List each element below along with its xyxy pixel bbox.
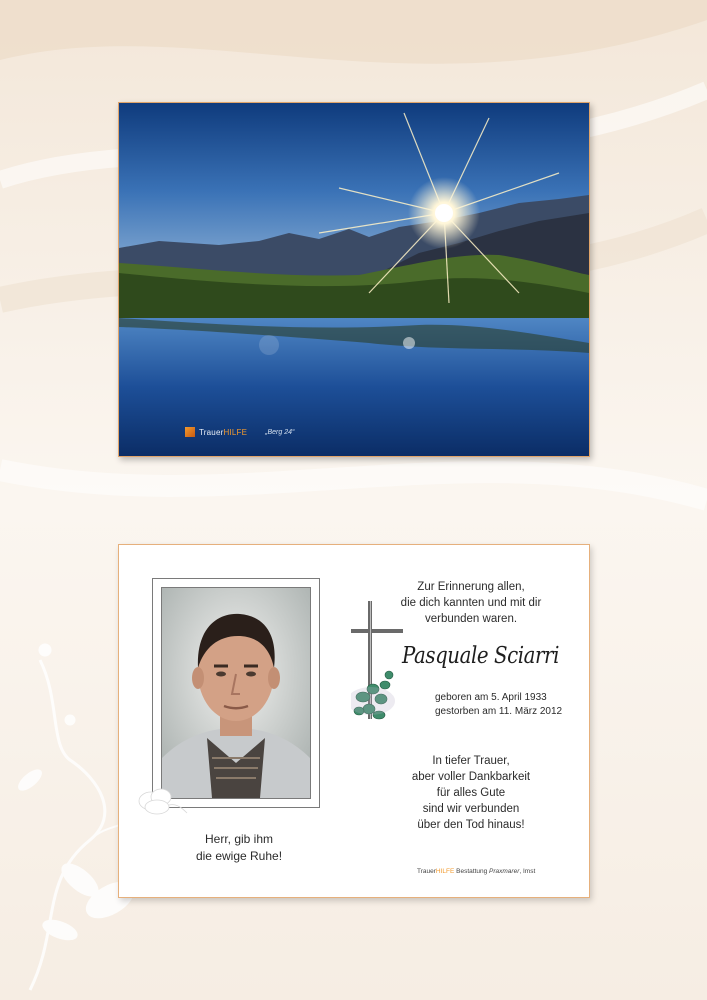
dedication-line: verbunden waren. [424, 613, 518, 625]
brand-name: TrauerHILFE [199, 427, 248, 437]
condolence-line: sind wir verbunden [422, 803, 520, 815]
prayer-line: Herr, gib ihm [204, 832, 274, 846]
trauerhilfe-brand-mark [185, 427, 294, 437]
condolence-line: aber voller Dankbarkeit [411, 771, 531, 783]
trauerhilfe-logo-icon [185, 427, 195, 437]
birth-date: geboren am 5. April 1933 [435, 692, 547, 703]
rose-decoration-icon [129, 783, 189, 823]
footer-credit: TrauerHILFE Bestattung Praxmarer, Imst [417, 868, 536, 875]
prayer-text [159, 831, 319, 865]
memorial-card [118, 544, 590, 898]
dedication-line: die dich kannten und mit dir [400, 597, 542, 609]
condolence-line: über den Tod hinaus! [417, 819, 525, 831]
deceased-name: Pasquale Sciarri [402, 643, 559, 669]
prayer-line: die ewige Ruhe! [195, 849, 283, 863]
cross-with-ivy-icon [351, 601, 411, 741]
landscape-photo-card [118, 102, 590, 457]
life-dates [435, 691, 595, 719]
condolence-text [381, 753, 561, 833]
death-date: gestorben am 11. März 2012 [435, 706, 563, 717]
condolence-line: für alles Gute [436, 787, 506, 799]
motif-label: „Berg 24“ [265, 428, 295, 436]
portrait-frame [152, 578, 320, 808]
portrait-photo [161, 587, 311, 799]
mountain-lake-photo [119, 103, 589, 456]
condolence-line: In tiefer Trauer, [432, 755, 510, 767]
dedication-line: Zur Erinnerung allen, [417, 581, 525, 593]
